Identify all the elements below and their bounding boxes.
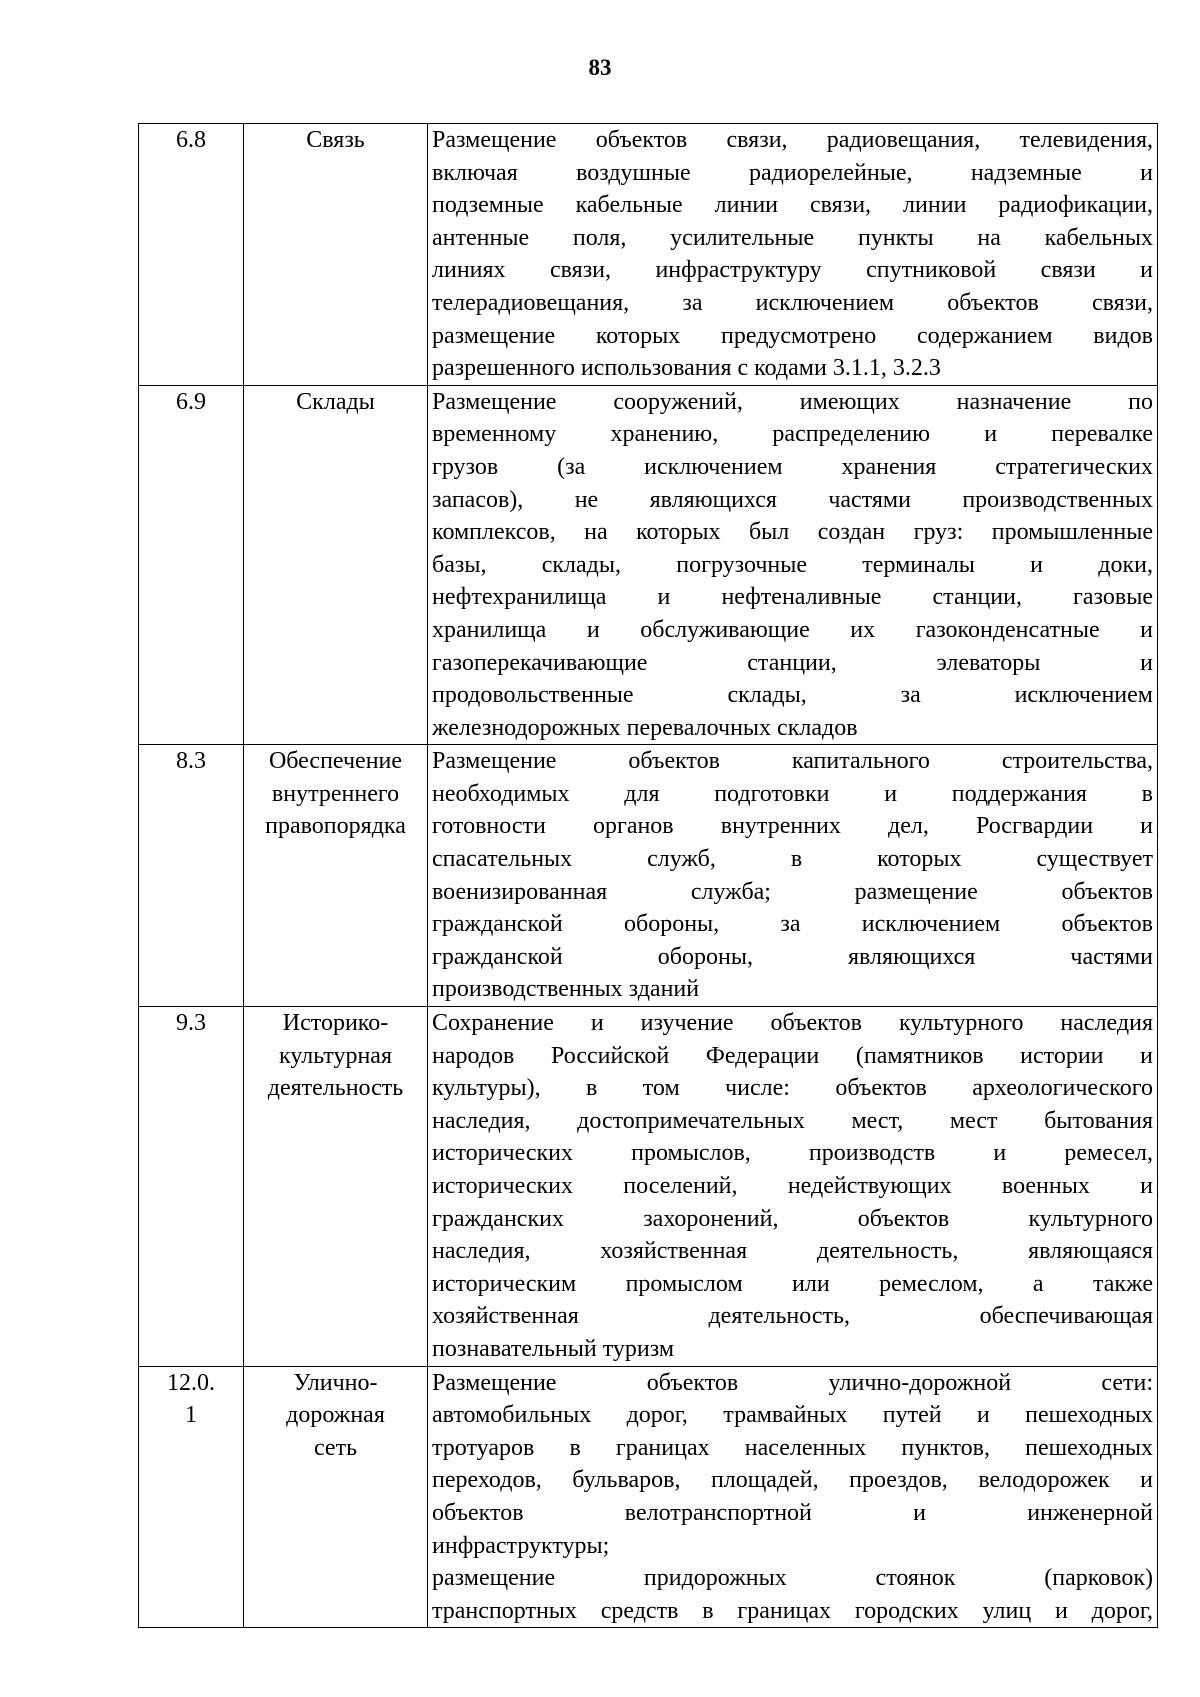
description-line: исторических промыслов, производств и ремесел, [432, 1140, 1153, 1167]
name-cell [244, 1007, 428, 1367]
description-line: гражданской обороны, являющихся частями [432, 943, 1153, 970]
description-line: тротуаров в границах населенных пунктов, пешеходных [432, 1434, 1153, 1461]
name-cell [244, 385, 428, 745]
name-text: Историко- [282, 1010, 389, 1037]
code-text: 6.9 [176, 388, 206, 415]
page-number: 83 [588, 55, 612, 80]
name-text: Обеспечение [268, 748, 403, 775]
description-line: объектов велотранспортной и инженерной [432, 1499, 1153, 1526]
description-line: культуры), в том числе: объектов археологического [432, 1075, 1153, 1102]
description-line: готовности органов внутренних дел, Росгвардии и [432, 813, 1153, 840]
name-cell [244, 745, 428, 1007]
description-line: необходимых для подготовки и поддержания в [432, 780, 1153, 807]
code-cell [139, 745, 244, 1007]
description-line: переходов, бульваров, площадей, проездов, велодорожек и [432, 1467, 1153, 1494]
description-line: историческим промыслом или ремеслом, а также [432, 1270, 1153, 1297]
description-line: хранилища и обслуживающие их газоконденсатные и [432, 616, 1153, 643]
description-line: продовольственные склады, за исключением [432, 682, 1153, 709]
description-cell [428, 1007, 1158, 1367]
description-line: железнодорожных перевалочных складов [432, 714, 858, 741]
code-text: 6.8 [176, 127, 206, 153]
description-line: линиях связи, инфраструктуру спутниковой связи и [432, 257, 1153, 284]
description-line: антенные поля, усилительные пункты на кабельных [432, 224, 1153, 251]
description-line: Размещение сооружений, имеющих назначение по [432, 388, 1153, 415]
description-line: Размещение объектов капитального строительства, [432, 748, 1153, 775]
description-line: временному хранению, распределению и перевалке [432, 421, 1153, 448]
description-line: запасов), не являющихся частями производственных [432, 486, 1153, 513]
description-line: Размещение объектов улично-дорожной сети: [432, 1369, 1153, 1396]
description-line: транспортных средств в границах городских улиц и дорог, [432, 1597, 1153, 1624]
name-text: дорожная [286, 1402, 385, 1429]
description-cell [428, 1366, 1158, 1628]
description-line: исторических поселений, недействующих военных и [432, 1173, 1153, 1199]
description-line: наследия, хозяйственная деятельность, являющаяся [432, 1238, 1153, 1265]
description-line: хозяйственная деятельность, обеспечивающая [432, 1303, 1153, 1330]
description-cell [428, 385, 1158, 745]
description-line: телерадиовещания, за исключением объектов связи, [432, 289, 1153, 316]
table-row [139, 385, 1158, 745]
name-text: внутреннего [271, 780, 400, 807]
description-line: размещение которых предусмотрено содержанием видов [432, 322, 1153, 349]
description-line: размещение придорожных стоянок (парковок) [432, 1565, 1153, 1592]
name-text: культурная [279, 1042, 392, 1069]
table-row [139, 745, 1158, 1007]
code-text: 9.3 [176, 1010, 206, 1037]
code-text: 8.3 [176, 748, 206, 775]
name-text: Склады [296, 388, 375, 415]
table-row [139, 124, 1158, 386]
name-cell [244, 1366, 428, 1628]
description-line: автомобильных дорог, трамвайных путей и пешеходных [432, 1402, 1153, 1429]
description-line: включая воздушные радиорелейные, надземные и [432, 159, 1153, 186]
table-row [139, 1366, 1158, 1628]
code-cell [139, 124, 244, 386]
name-text: Улично- [293, 1369, 378, 1396]
description-line: наследия, достопримечательных мест, мест бытования [432, 1107, 1153, 1134]
description-line: нефтехранилища и нефтеналивные станции, газовые [432, 584, 1153, 611]
name-text: сеть [313, 1434, 358, 1461]
description-line: военизированная служба; размещение объектов [432, 878, 1153, 905]
code-text: 1 [185, 1402, 197, 1429]
code-text: 12.0. [167, 1369, 215, 1396]
description-line: гражданских захоронений, объектов культурного [432, 1205, 1153, 1232]
code-cell [139, 1366, 244, 1628]
name-text: правопорядка [265, 813, 406, 840]
code-cell [139, 1007, 244, 1367]
description-line: грузов (за исключением хранения стратегических [432, 453, 1153, 480]
name-text: деятельность [267, 1075, 404, 1102]
description-line: инфраструктуры; [432, 1532, 610, 1559]
description-line: народов Российской Федерации (памятников истории и [432, 1042, 1153, 1069]
description-line: газоперекачивающие станции, элеваторы и [432, 649, 1153, 676]
description-line: разрешенного использования с кодами 3.1.1, 3.2.3 [432, 355, 941, 382]
description-cell [428, 745, 1158, 1007]
description-line: гражданской обороны, за исключением объектов [432, 911, 1153, 938]
description-line: Размещение объектов связи, радиовещания, телевидения, [432, 127, 1153, 153]
description-cell [428, 124, 1158, 386]
description-line: базы, склады, погрузочные терминалы и доки, [432, 551, 1153, 578]
description-line: Сохранение и изучение объектов культурного наследия [432, 1010, 1153, 1037]
description-line: познавательный туризм [432, 1335, 675, 1362]
name-text: Связь [306, 127, 365, 153]
land-use-table [138, 123, 1158, 1628]
description-line: подземные кабельные линии связи, линии радиофикации, [432, 192, 1153, 219]
name-cell [244, 124, 428, 386]
description-line: спасательных служб, в которых существует [432, 846, 1153, 873]
description-line: комплексов, на которых был создан груз: промышленные [432, 519, 1153, 546]
description-line: производственных зданий [432, 976, 700, 1003]
table-row [139, 1007, 1158, 1367]
table-body [139, 124, 1158, 1628]
code-cell [139, 385, 244, 745]
